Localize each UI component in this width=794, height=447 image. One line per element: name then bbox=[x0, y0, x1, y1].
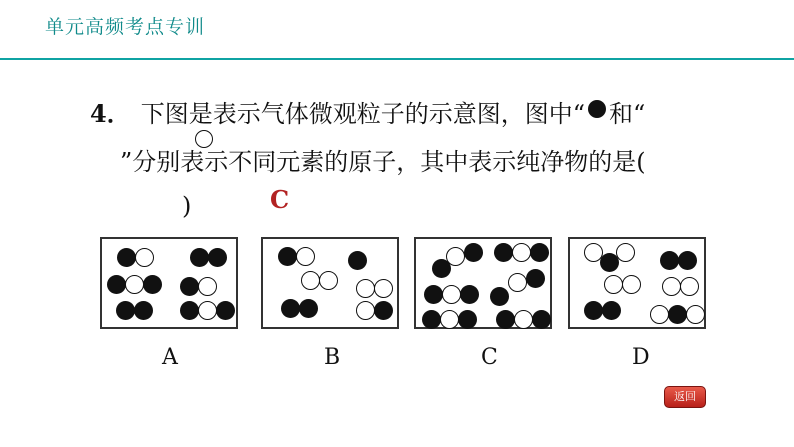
white-atom-icon bbox=[125, 275, 144, 294]
black-atom-icon bbox=[422, 310, 441, 329]
option-d-diagram[interactable] bbox=[568, 237, 706, 329]
question-text-2: 和“ bbox=[608, 100, 646, 128]
black-atom-icon bbox=[532, 310, 551, 329]
black-atom-icon bbox=[432, 259, 451, 278]
white-atom-icon bbox=[680, 277, 699, 296]
white-atom-icon bbox=[356, 279, 375, 298]
black-atom-icon bbox=[281, 299, 300, 318]
black-atom-icon bbox=[660, 251, 679, 270]
question-text-3: ”分别表示不同元素的原子，其中表示纯净物的是( bbox=[120, 148, 646, 176]
black-atom-icon bbox=[180, 277, 199, 296]
black-atom-icon bbox=[530, 243, 549, 262]
question-line-2 bbox=[120, 138, 646, 186]
white-atom-icon bbox=[442, 285, 461, 304]
white-atom-icon bbox=[198, 301, 217, 320]
black-atom-icon bbox=[143, 275, 162, 294]
black-atom-icon bbox=[107, 275, 126, 294]
black-atom-icon bbox=[278, 247, 297, 266]
black-atom-icon bbox=[588, 100, 606, 118]
answer-text: C bbox=[270, 185, 290, 214]
option-b-diagram[interactable] bbox=[261, 237, 399, 329]
white-atom-icon bbox=[195, 130, 213, 148]
white-atom-icon bbox=[198, 277, 217, 296]
black-atom-icon bbox=[460, 285, 479, 304]
question-text-4: ) bbox=[182, 192, 192, 220]
question-line-3 bbox=[182, 182, 191, 230]
black-atom-icon bbox=[299, 299, 318, 318]
black-atom-icon bbox=[496, 310, 515, 329]
white-atom-icon bbox=[374, 279, 393, 298]
black-atom-icon bbox=[348, 251, 367, 270]
black-atom-icon bbox=[374, 301, 393, 320]
white-atom-icon bbox=[440, 310, 459, 329]
white-atom-icon bbox=[662, 277, 681, 296]
black-atom-icon bbox=[180, 301, 199, 320]
black-atom-icon bbox=[678, 251, 697, 270]
white-atom-icon bbox=[616, 243, 635, 262]
black-atom-icon bbox=[134, 301, 153, 320]
option-c-diagram[interactable] bbox=[414, 237, 552, 329]
option-b-label: B bbox=[324, 345, 341, 370]
option-c-label: C bbox=[481, 345, 498, 370]
black-atom-icon bbox=[424, 285, 443, 304]
black-atom-icon bbox=[190, 248, 209, 267]
black-atom-icon bbox=[116, 301, 135, 320]
white-atom-icon bbox=[650, 305, 669, 324]
question-number: 4． bbox=[90, 99, 131, 128]
white-atom-icon bbox=[514, 310, 533, 329]
black-atom-icon bbox=[490, 287, 509, 306]
white-atom-icon bbox=[296, 247, 315, 266]
black-atom-icon bbox=[208, 248, 227, 267]
option-a-diagram[interactable] bbox=[100, 237, 238, 329]
white-atom-icon bbox=[622, 275, 641, 294]
header-divider bbox=[0, 58, 794, 60]
option-d-label: D bbox=[632, 345, 650, 370]
white-atom-icon bbox=[604, 275, 623, 294]
white-atom-icon bbox=[319, 271, 338, 290]
black-atom-icon bbox=[464, 243, 483, 262]
back-button[interactable]: 返回 bbox=[664, 386, 706, 408]
question-text-1: 下图是表示气体微观粒子的示意图，图中“ bbox=[140, 100, 585, 128]
question-line-1 bbox=[90, 90, 645, 138]
black-atom-icon bbox=[216, 301, 235, 320]
black-atom-icon bbox=[526, 269, 545, 288]
black-atom-icon bbox=[117, 248, 136, 267]
white-atom-icon bbox=[356, 301, 375, 320]
black-atom-icon bbox=[494, 243, 513, 262]
option-a-label: A bbox=[162, 345, 178, 370]
white-atom-icon bbox=[508, 273, 527, 292]
white-atom-icon bbox=[135, 248, 154, 267]
header-bar bbox=[0, 0, 794, 60]
white-atom-icon bbox=[512, 243, 531, 262]
black-atom-icon bbox=[668, 305, 687, 324]
black-atom-icon bbox=[602, 301, 621, 320]
white-atom-icon bbox=[686, 305, 705, 324]
black-atom-icon bbox=[458, 310, 477, 329]
header-title: 单元高频考点专训 bbox=[45, 16, 206, 38]
black-atom-icon bbox=[584, 301, 603, 320]
white-atom-icon bbox=[301, 271, 320, 290]
